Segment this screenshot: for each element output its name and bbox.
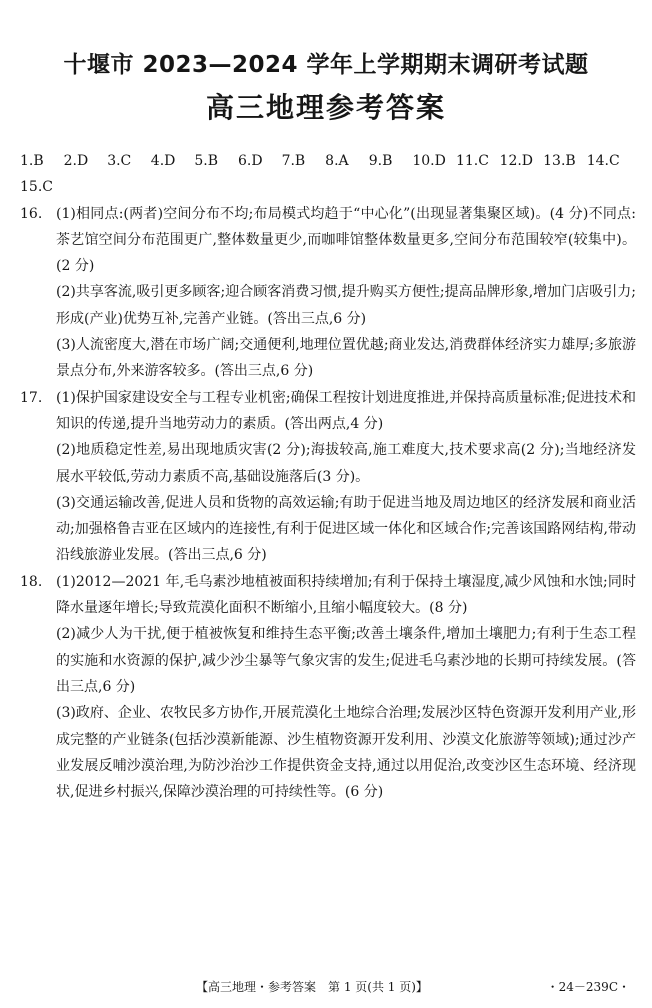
- choice-answers-row: [20, 174, 636, 200]
- choice-answer: 13.B: [543, 153, 576, 169]
- footer-page-info: 【高三地理・参考答案 第 1 页(共 1 页)】: [196, 980, 428, 994]
- answer-part: (2)减少人为干扰,便于植被恢复和维持生态平衡;改善土壤条件,增加土壤肥力;有利于生态工程的实施和水资源的保护,减少沙尘暴等气象灾害的发生;促进毛乌素沙地的长期可持续发展。(答出三点,6 分): [56, 626, 636, 695]
- choice-answer: 8.A: [325, 153, 349, 169]
- answer-part: (2)地质稳定性差,易出现地质灾害(2 分);海拔较高,施工难度大,技术要求高(2 分);当地经济发展水平较低,劳动力素质不高,基础设施落后(3 分)。: [56, 442, 636, 485]
- choice-answer: 9.B: [368, 153, 393, 169]
- choice-answers-row: [20, 148, 636, 174]
- choice-answer: 1.B: [20, 153, 44, 169]
- choice-answer: 10.D: [412, 153, 446, 169]
- question-number: 18.: [20, 573, 43, 590]
- choice-answer: 7.B: [281, 153, 306, 169]
- choice-answer: 4.D: [150, 153, 176, 169]
- answer-part: (3)政府、企业、农牧民多方协作,开展荒漠化土地综合治理;发展沙区特色资源开发利用产业,形成完整的产业链条(包括沙漠新能源、沙生植物资源开发利用、沙漠文化旅游等领域);通过沙产业发展反哺沙漠治理,为防沙治沙工作提供资金支持,通过以用促治,改变沙区生态环境、经济现状,促进乡村振兴,保障沙漠治理的可持续性等。(6 分): [56, 705, 636, 801]
- question-17: [20, 385, 636, 569]
- question-18: [20, 569, 636, 806]
- choice-answer: 3.C: [107, 153, 132, 169]
- answer-part: (1)相同点:(两者)空间分布不均;布局模式均趋于“中心化”(出现显著集聚区域)。(4 分)不同点:茶艺馆空间分布范围更广,整体数量更少,而咖啡馆整体数量更多,空间分布范围较窄(较集中)。(2 分): [56, 205, 636, 275]
- choice-answer: 6.D: [237, 153, 263, 169]
- choice-answer: 11.C: [455, 153, 489, 169]
- answer-part: (2)共享客流,吸引更多顾客;迎合顾客消费习惯,提升购买方便性;提高品牌形象,增加门店吸引力;形成(产业)优势互补,完善产业链。(答出三点,6 分): [56, 284, 636, 327]
- page-title: 十堰市 2023—2024 学年上学期期末调研考试题: [63, 52, 589, 78]
- page-footer: [0, 978, 652, 998]
- choice-answer: 5.B: [194, 153, 219, 169]
- footer-code: ・24－239C・: [546, 980, 630, 994]
- question-number: 17.: [20, 389, 43, 406]
- answer-part: (3)人流密度大,潜在市场广阔;交通便利,地理位置优越;商业发达,消费群体经济实力雄厚;多旅游景点分布,外来游客较多。(答出三点,6 分): [56, 337, 636, 380]
- answer-content: [20, 148, 636, 805]
- page-subtitle: 高三地理参考答案: [205, 91, 446, 124]
- choice-answer: 15.C: [20, 179, 53, 196]
- answer-part: (3)交通运输改善,促进人员和货物的高效运输;有助于促进当地及周边地区的经济发展和商业活动;加强格鲁吉亚在区域内的连接性,有利于促进区域一体化和区域合作;完善该国路网结构,带动沿线旅游业发展。(答出三点,6 分): [56, 494, 636, 564]
- answer-part: (1)保护国家建设安全与工程专业机密;确保工程按计划进度推进,并保持高质量标准;促进技术和知识的传递,提升当地劳动力的素质。(答出两点,4 分): [56, 389, 636, 432]
- choice-answer: 14.C: [586, 153, 620, 169]
- choice-answer: 2.D: [63, 153, 89, 169]
- question-16: [20, 201, 636, 385]
- question-number: 16.: [20, 205, 43, 222]
- choice-answer: 12.D: [499, 153, 534, 169]
- answer-part: (1)2012—2021 年,毛乌素沙地植被面积持续增加;有利于保持土壤湿度,减少风蚀和水蚀;同时降水量逐年增长;导致荒漠化面积不断缩小,且缩小幅度较大。(8 分): [56, 573, 636, 617]
